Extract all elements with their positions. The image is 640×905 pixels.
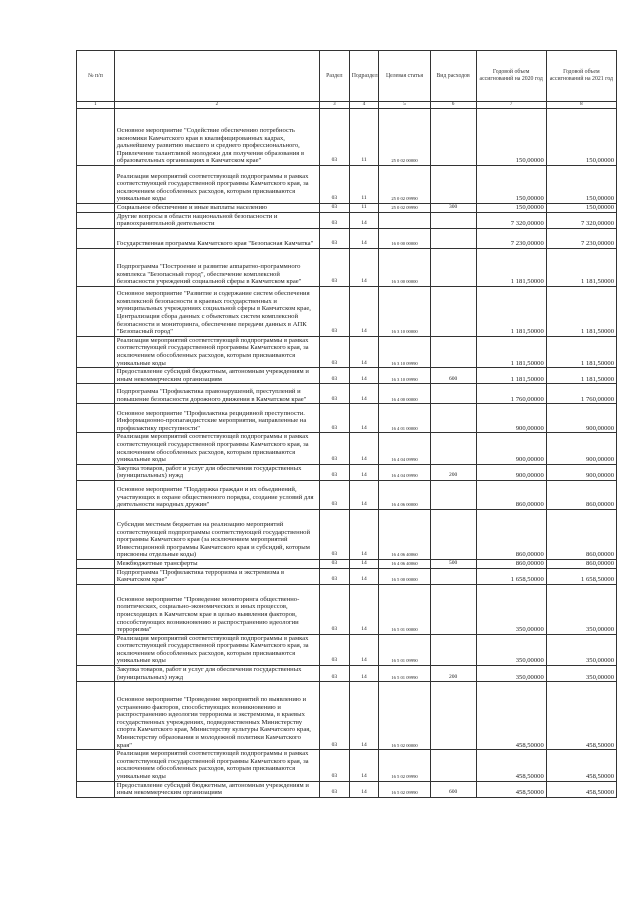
num-cell xyxy=(77,568,115,584)
table-row xyxy=(77,212,617,228)
num-cell xyxy=(77,559,115,568)
razdel-cell: 03 xyxy=(320,228,350,248)
target-cell: 16 4 06 40060 xyxy=(379,559,430,568)
table-row xyxy=(77,204,617,213)
razdel-cell: 03 xyxy=(320,204,350,213)
table-row xyxy=(77,509,617,559)
razdel-cell: 03 xyxy=(320,634,350,665)
amount-2020: 7 230,00000 xyxy=(476,228,546,248)
amount-2020: 1 181,50000 xyxy=(476,286,546,336)
amount-2021: 1 760,00000 xyxy=(546,384,616,404)
razdel-cell: 03 xyxy=(320,568,350,584)
table-row xyxy=(77,464,617,480)
amount-2020: 350,00000 xyxy=(476,634,546,665)
table-row xyxy=(77,166,617,204)
razdel-cell: 03 xyxy=(320,682,350,750)
razdel-cell: 03 xyxy=(320,584,350,634)
header-vid: Вид расходов xyxy=(430,51,476,102)
razdel-cell: 03 xyxy=(320,433,350,464)
target-cell: 16 3 10 09990 xyxy=(379,336,430,367)
num-cell xyxy=(77,781,115,797)
num-cell xyxy=(77,286,115,336)
item-name: Межбюджетные трансферты xyxy=(114,559,319,568)
item-name: Другие вопросы в области национальной безопасности и правоохранительной деятельности xyxy=(114,212,319,228)
item-name: Подпрограмма "Построение и развитие аппаратно-программного комплекса "Безопасный город", обеспечение комплексной безопасности учреждений социальной сферы в Камчатском крае" xyxy=(114,248,319,286)
amount-2021: 1 181,50000 xyxy=(546,286,616,336)
amount-2020: 860,00000 xyxy=(476,480,546,509)
amount-2021: 350,00000 xyxy=(546,634,616,665)
podrazdel-cell: 14 xyxy=(349,212,379,228)
razdel-cell: 03 xyxy=(320,464,350,480)
table-header-row xyxy=(77,51,617,102)
vid-cell xyxy=(430,336,476,367)
header-amount-2020: Годовой объем ассигнований на 2020 год xyxy=(476,51,546,102)
target-cell: 25 0 02 09990 xyxy=(379,204,430,213)
razdel-cell: 03 xyxy=(320,212,350,228)
amount-2020: 900,00000 xyxy=(476,433,546,464)
podrazdel-cell: 11 xyxy=(349,204,379,213)
podrazdel-cell: 14 xyxy=(349,248,379,286)
table-row xyxy=(77,634,617,665)
num-cell xyxy=(77,666,115,682)
table-row xyxy=(77,750,617,781)
budget-table xyxy=(76,50,617,798)
razdel-cell: 03 xyxy=(320,368,350,384)
column-number: 6 xyxy=(430,102,476,109)
razdel-cell: 03 xyxy=(320,248,350,286)
amount-2020: 350,00000 xyxy=(476,584,546,634)
amount-2020: 458,50000 xyxy=(476,781,546,797)
amount-2021: 350,00000 xyxy=(546,584,616,634)
item-name: Субсидия местным бюджетам на реализацию мероприятий соответствующей подпрограммы соответствующей государственной программы Камчатского края (за исключением мероприятий Инвестиционной программы Камчатского края и субсидий, которым присвоены отдельные коды) xyxy=(114,509,319,559)
num-cell xyxy=(77,509,115,559)
num-cell xyxy=(77,336,115,367)
podrazdel-cell: 14 xyxy=(349,480,379,509)
item-name: Основное мероприятие "Профилактика рецидивной преступности. Информационно-пропагандистские мероприятия, направленные на профилактику преступности" xyxy=(114,404,319,433)
item-name: Реализация мероприятий соответствующей подпрограммы в рамках соответствующей государственной программы Камчатского края, за исключением обособленных расходов, которым присваиваются уникальные коды xyxy=(114,433,319,464)
amount-2020: 1 760,00000 xyxy=(476,384,546,404)
table-row xyxy=(77,568,617,584)
vid-cell xyxy=(430,248,476,286)
num-cell xyxy=(77,166,115,204)
amount-2020: 1 181,50000 xyxy=(476,336,546,367)
item-name: Основное мероприятие "Развитие и содержание систем обеспечения комплексной безопасности в краевых государственных и муниципальных учреждениях социальной сферы в Камчатском крае, Централизация сбора данных с объектовых систем комплексной безопасности и мониторинга, обеспечение передачи данных в АПК "Безопасный город" xyxy=(114,286,319,336)
target-cell: 16 5 02 09990 xyxy=(379,750,430,781)
table-row xyxy=(77,781,617,797)
amount-2020: 150,00000 xyxy=(476,109,546,166)
table-row xyxy=(77,480,617,509)
target-cell: 25 0 02 09990 xyxy=(379,166,430,204)
podrazdel-cell: 14 xyxy=(349,433,379,464)
vid-cell xyxy=(430,509,476,559)
vid-cell xyxy=(430,568,476,584)
razdel-cell: 03 xyxy=(320,750,350,781)
amount-2020: 1 181,50000 xyxy=(476,248,546,286)
item-name: Подпрограмма "Профилактика правонарушений, преступлений и повышение безопасности дорожного движения в Камчатском крае" xyxy=(114,384,319,404)
amount-2020: 900,00000 xyxy=(476,464,546,480)
target-cell: 16 4 06 40060 xyxy=(379,509,430,559)
vid-cell xyxy=(430,228,476,248)
item-name: Основное мероприятие "Поддержка граждан и их объединений, участвующих в охране общественного порядка, создание условий для деятельности народных дружин" xyxy=(114,480,319,509)
table-body xyxy=(77,109,617,798)
num-cell xyxy=(77,204,115,213)
vid-cell: 300 xyxy=(430,204,476,213)
amount-2020: 860,00000 xyxy=(476,509,546,559)
podrazdel-cell: 14 xyxy=(349,404,379,433)
podrazdel-cell: 14 xyxy=(349,509,379,559)
razdel-cell: 03 xyxy=(320,781,350,797)
razdel-cell: 03 xyxy=(320,404,350,433)
column-number: 5 xyxy=(379,102,430,109)
amount-2020: 1 181,50000 xyxy=(476,368,546,384)
podrazdel-cell: 14 xyxy=(349,228,379,248)
vid-cell xyxy=(430,480,476,509)
podrazdel-cell: 14 xyxy=(349,464,379,480)
target-cell: 16 4 01 00000 xyxy=(379,404,430,433)
table-row xyxy=(77,248,617,286)
target-cell: 16 4 00 00000 xyxy=(379,384,430,404)
table-row xyxy=(77,666,617,682)
amount-2020: 458,50000 xyxy=(476,682,546,750)
num-cell xyxy=(77,480,115,509)
target-cell: 16 3 10 00000 xyxy=(379,286,430,336)
column-number: 4 xyxy=(349,102,379,109)
amount-2020: 458,50000 xyxy=(476,750,546,781)
table-row xyxy=(77,368,617,384)
amount-2021: 900,00000 xyxy=(546,433,616,464)
vid-cell xyxy=(430,750,476,781)
column-number: 1 xyxy=(77,102,115,109)
num-cell xyxy=(77,634,115,665)
table-row xyxy=(77,286,617,336)
podrazdel-cell: 14 xyxy=(349,682,379,750)
item-name: Государственная программа Камчатского края "Безопасная Камчатка" xyxy=(114,228,319,248)
column-number-row xyxy=(77,102,617,109)
target-cell: 25 0 02 00000 xyxy=(379,109,430,166)
razdel-cell: 03 xyxy=(320,509,350,559)
header-name xyxy=(114,51,319,102)
num-cell xyxy=(77,212,115,228)
amount-2020: 7 320,00000 xyxy=(476,212,546,228)
razdel-cell: 03 xyxy=(320,559,350,568)
podrazdel-cell: 14 xyxy=(349,368,379,384)
podrazdel-cell: 14 xyxy=(349,568,379,584)
table-row xyxy=(77,404,617,433)
razdel-cell: 03 xyxy=(320,286,350,336)
target-cell: 16 4 04 09990 xyxy=(379,433,430,464)
vid-cell xyxy=(430,384,476,404)
item-name: Реализация мероприятий соответствующей подпрограммы в рамках соответствующей государственной программы Камчатского края, за исключением обособленных расходов, которым присваиваются уникальные коды xyxy=(114,750,319,781)
header-num: № п/п xyxy=(77,51,115,102)
amount-2021: 1 181,50000 xyxy=(546,336,616,367)
item-name: Закупка товаров, работ и услуг для обеспечения государственных (муниципальных) нужд xyxy=(114,464,319,480)
item-name: Реализация мероприятий соответствующей подпрограммы в рамках соответствующей государственной программы Камчатского края, за исключением обособленных расходов, которым присваиваются уникальные коды xyxy=(114,336,319,367)
item-name: Реализация мероприятий соответствующей подпрограммы в рамках соответствующей государственной программы Камчатского края, за исключением обособленных расходов, которым присваиваются уникальные коды xyxy=(114,634,319,665)
column-number: 2 xyxy=(114,102,319,109)
num-cell xyxy=(77,109,115,166)
item-name: Закупка товаров, работ и услуг для обеспечения государственных (муниципальных) нужд xyxy=(114,666,319,682)
item-name: Подпрограмма "Профилактика терроризма и экстремизма в Камчатском крае" xyxy=(114,568,319,584)
amount-2021: 7 230,00000 xyxy=(546,228,616,248)
item-name: Предоставление субсидий бюджетным, автономным учреждениям и иным некоммерческим организациям xyxy=(114,368,319,384)
item-name: Основное мероприятие "Проведение мониторинга общественно-политических, социально-экономических и иных процессов, происходящих в Камчатском крае в целью выявления факторов, способствующих возникновению и распространению идеологии терроризма" xyxy=(114,584,319,634)
amount-2021: 350,00000 xyxy=(546,666,616,682)
amount-2020: 350,00000 xyxy=(476,666,546,682)
amount-2021: 458,50000 xyxy=(546,750,616,781)
num-cell xyxy=(77,584,115,634)
podrazdel-cell: 14 xyxy=(349,750,379,781)
amount-2020: 150,00000 xyxy=(476,204,546,213)
num-cell xyxy=(77,248,115,286)
vid-cell xyxy=(430,404,476,433)
target-cell: 16 0 00 00000 xyxy=(379,228,430,248)
target-cell: 16 4 04 09990 xyxy=(379,464,430,480)
podrazdel-cell: 14 xyxy=(349,336,379,367)
num-cell xyxy=(77,433,115,464)
podrazdel-cell: 11 xyxy=(349,109,379,166)
header-razdel: Раздел xyxy=(320,51,350,102)
amount-2020: 1 658,50000 xyxy=(476,568,546,584)
target-cell: 16 5 02 09990 xyxy=(379,781,430,797)
num-cell xyxy=(77,228,115,248)
column-number: 8 xyxy=(546,102,616,109)
header-target: Целевая статья xyxy=(379,51,430,102)
column-number: 7 xyxy=(476,102,546,109)
table-row xyxy=(77,109,617,166)
razdel-cell: 03 xyxy=(320,336,350,367)
vid-cell: 600 xyxy=(430,781,476,797)
amount-2021: 150,00000 xyxy=(546,204,616,213)
razdel-cell: 03 xyxy=(320,666,350,682)
vid-cell: 600 xyxy=(430,368,476,384)
target-cell: 16 5 01 09990 xyxy=(379,666,430,682)
num-cell xyxy=(77,384,115,404)
vid-cell xyxy=(430,584,476,634)
amount-2021: 860,00000 xyxy=(546,509,616,559)
amount-2021: 7 320,00000 xyxy=(546,212,616,228)
vid-cell: 200 xyxy=(430,666,476,682)
amount-2021: 1 658,50000 xyxy=(546,568,616,584)
razdel-cell: 03 xyxy=(320,166,350,204)
table-row xyxy=(77,336,617,367)
num-cell xyxy=(77,750,115,781)
num-cell xyxy=(77,404,115,433)
podrazdel-cell: 14 xyxy=(349,584,379,634)
table-row xyxy=(77,584,617,634)
target-cell: 16 5 01 09990 xyxy=(379,634,430,665)
amount-2021: 150,00000 xyxy=(546,109,616,166)
vid-cell xyxy=(430,286,476,336)
num-cell xyxy=(77,682,115,750)
amount-2021: 150,00000 xyxy=(546,166,616,204)
amount-2021: 1 181,50000 xyxy=(546,368,616,384)
amount-2021: 860,00000 xyxy=(546,480,616,509)
vid-cell xyxy=(430,166,476,204)
amount-2020: 900,00000 xyxy=(476,404,546,433)
column-number: 3 xyxy=(320,102,350,109)
podrazdel-cell: 14 xyxy=(349,666,379,682)
amount-2021: 458,50000 xyxy=(546,781,616,797)
target-cell: 16 5 02 00000 xyxy=(379,682,430,750)
table-row xyxy=(77,384,617,404)
vid-cell: 500 xyxy=(430,559,476,568)
vid-cell xyxy=(430,634,476,665)
item-name: Социальное обеспечение и иные выплаты населению xyxy=(114,204,319,213)
table-row xyxy=(77,559,617,568)
table-row xyxy=(77,682,617,750)
table-row xyxy=(77,433,617,464)
item-name: Основное мероприятие "Проведение мероприятий по выявлению и устранению факторов, способствующих возникновению и распространению идеологии терроризма и экстремизма, в краевых государственных учреждениях, подведомственных Министерству спорта Камчатского края, Министерству культуры Камчатского края, Министерству образования и молодежной политики Камчатского края" xyxy=(114,682,319,750)
target-cell: 16 3 00 00000 xyxy=(379,248,430,286)
num-cell xyxy=(77,368,115,384)
target-cell: 16 4 06 00000 xyxy=(379,480,430,509)
item-name: Предоставление субсидий бюджетным, автономным учреждениям и иным некоммерческим организациям xyxy=(114,781,319,797)
podrazdel-cell: 11 xyxy=(349,166,379,204)
podrazdel-cell: 14 xyxy=(349,559,379,568)
target-cell: 16 3 10 09990 xyxy=(379,368,430,384)
budget-document-page xyxy=(76,50,617,798)
amount-2021: 900,00000 xyxy=(546,464,616,480)
podrazdel-cell: 14 xyxy=(349,781,379,797)
target-cell: 16 5 00 00000 xyxy=(379,568,430,584)
num-cell xyxy=(77,464,115,480)
vid-cell: 200 xyxy=(430,464,476,480)
vid-cell xyxy=(430,109,476,166)
item-name: Реализация мероприятий соответствующей подпрограммы в рамках соответствующей государственной программы Камчатского края, за исключением обособленных расходов, которым присваиваются уникальные коды xyxy=(114,166,319,204)
header-amount-2021: Годовой объем ассигнований на 2021 год xyxy=(546,51,616,102)
table-row xyxy=(77,228,617,248)
vid-cell xyxy=(430,433,476,464)
item-name: Основное мероприятие "Содействие обеспечению потребность экономики Камчатского края в квалифицированных кадрах, дальнейшему развитию высшего и среднего профессионального, Привлечение талантливой молодежи для получения образования в образовательных организациях в Камчатском крае" xyxy=(114,109,319,166)
razdel-cell: 03 xyxy=(320,384,350,404)
target-cell: 16 5 01 00000 xyxy=(379,584,430,634)
amount-2021: 860,00000 xyxy=(546,559,616,568)
target-cell xyxy=(379,212,430,228)
razdel-cell: 03 xyxy=(320,109,350,166)
header-podrazdel: Подраздел xyxy=(349,51,379,102)
amount-2020: 150,00000 xyxy=(476,166,546,204)
podrazdel-cell: 14 xyxy=(349,286,379,336)
razdel-cell: 03 xyxy=(320,480,350,509)
vid-cell xyxy=(430,682,476,750)
podrazdel-cell: 14 xyxy=(349,634,379,665)
amount-2021: 900,00000 xyxy=(546,404,616,433)
amount-2021: 458,50000 xyxy=(546,682,616,750)
amount-2020: 860,00000 xyxy=(476,559,546,568)
amount-2021: 1 181,50000 xyxy=(546,248,616,286)
podrazdel-cell: 14 xyxy=(349,384,379,404)
vid-cell xyxy=(430,212,476,228)
